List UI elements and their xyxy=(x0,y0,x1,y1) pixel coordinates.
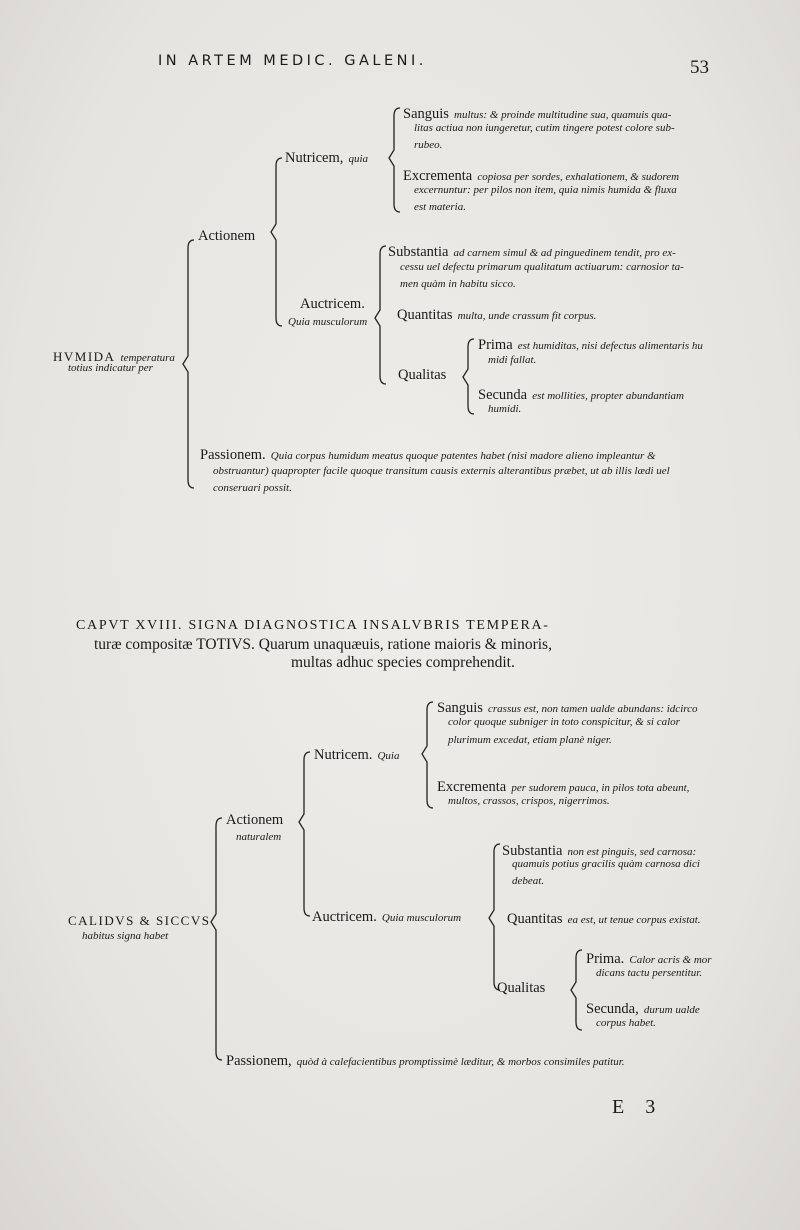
excrementa2-l1: per sudorem pauca, in pilos tota abeunt, xyxy=(511,782,690,794)
quantitas2-head: Quantitas xyxy=(507,911,563,927)
brace-root-1 xyxy=(183,240,194,488)
brace-auctricem-2 xyxy=(489,844,500,990)
brace-auctricem-1 xyxy=(375,246,386,384)
prima-head: Prima xyxy=(478,337,513,353)
sanguis-l2: litas actiua non iungeretur, cutim tingere potest colore sub- xyxy=(414,122,675,134)
sanguis2-l3: plurimum excedat, etiam planè niger. xyxy=(448,734,612,746)
prima2-l2: dicans tactu persentitur. xyxy=(596,967,703,979)
prima-l1: est humiditas, nisi defectus alimentaris hu xyxy=(517,340,703,352)
substantia-1 xyxy=(388,241,676,261)
signature-mark: E 3 xyxy=(612,1096,664,1118)
sanguis-l3: rubeo. xyxy=(414,139,443,151)
substantia2-head: Substantia xyxy=(502,843,563,859)
qualitas-2: Qualitas xyxy=(497,980,546,996)
passionem-l3: conseruari possit. xyxy=(213,482,292,494)
substantia2-l3: debeat. xyxy=(512,875,545,887)
secunda-l2: humidi. xyxy=(488,403,522,415)
passionem2-l1: quòd à calefacientibus promptissimè læditur, & morbos consimiles patitur. xyxy=(296,1056,625,1068)
sanguis-l1: multus: & proinde multitudine sua, quamuis qua- xyxy=(454,109,672,121)
secunda-head: Secunda xyxy=(478,387,528,403)
brace-nutricem-1 xyxy=(389,108,400,212)
auctricem-2 xyxy=(312,906,461,926)
excrementa2-head: Excrementa xyxy=(437,779,507,795)
sanguis2-head: Sanguis xyxy=(437,700,483,716)
prima2-l1: Calor acris & mor xyxy=(629,954,712,966)
brace-qualitas-1 xyxy=(463,339,474,414)
brace-qualitas-2 xyxy=(571,950,582,1030)
sanguis2-l2: color quoque subniger in toto conspicitur, & si calor xyxy=(448,716,680,728)
substantia-l3: men quàm in habitu sicco. xyxy=(400,278,516,290)
excrementa-l3: est materia. xyxy=(414,201,466,213)
chapter-heading-line3: multas adhuc species comprehendit. xyxy=(291,654,515,671)
root-rest: temperatura xyxy=(120,352,175,364)
substantia-head: Substantia xyxy=(388,244,449,260)
passionem-l1: Quia corpus humidum meatus quoque patentes habet (nisi madore alieno impleantur & xyxy=(270,450,656,462)
actionem-sub-2: naturalem xyxy=(236,831,282,843)
passionem2-head: Passionem, xyxy=(226,1053,292,1069)
passionem-2 xyxy=(226,1050,625,1070)
prima-2 xyxy=(586,948,712,968)
prima-l2: midi fallat. xyxy=(488,354,537,366)
brace-root-2 xyxy=(211,818,222,1060)
secunda-l1: est mollities, propter abundantiam xyxy=(532,390,684,402)
prima2-head: Prima. xyxy=(586,951,625,967)
quantitas-1 xyxy=(397,304,596,324)
secunda-1 xyxy=(478,384,684,404)
excrementa-1 xyxy=(403,165,679,185)
passionem-l2: obstruantur) quapropter facile quoque transitum causis externis alterantibus præbet, ut ab illis lædi uel xyxy=(213,465,670,477)
passionem-head: Passionem. xyxy=(200,447,266,463)
nutricem2-quia: Quia xyxy=(377,750,400,762)
nutricem-2 xyxy=(314,744,399,764)
quantitas2-l1: ea est, ut tenue corpus existat. xyxy=(567,914,701,926)
excrementa2-l2: multos, crassos, crispos, nigerrimos. xyxy=(448,795,610,807)
excrementa-head: Excrementa xyxy=(403,168,473,184)
sanguis-1 xyxy=(403,103,671,123)
root-label: HVMIDA xyxy=(53,349,116,364)
chapter-heading-line2: turæ compositæ TOTIVS. Quarum unaquæuis, ratione maioris & minoris, xyxy=(94,636,552,653)
substantia-l1: ad carnem simul & ad pinguedinem tendit, pro ex- xyxy=(453,247,676,259)
prima-1 xyxy=(478,334,703,354)
secunda2-head: Secunda, xyxy=(586,1001,639,1017)
nutricem2-label: Nutricem. xyxy=(314,747,373,763)
quantitas-2 xyxy=(507,908,701,928)
quantitas-l1: multa, unde crassum fit corpus. xyxy=(457,310,597,322)
passionem-1 xyxy=(200,444,656,464)
excrementa-2 xyxy=(437,776,689,796)
actionem-2: Actionem xyxy=(226,812,284,828)
auctricem2-label: Auctricem. xyxy=(312,909,377,925)
chapter-heading-line1: CAPVT XVIII. SIGNA DIAGNOSTICA INSALVBRIS TEMPERA- xyxy=(76,618,550,633)
auctricem-1: Auctricem. xyxy=(300,296,365,312)
actionem-1: Actionem xyxy=(198,228,256,244)
sanguis-head: Sanguis xyxy=(403,106,449,122)
nutricem-quia: quia xyxy=(348,153,369,165)
substantia-2 xyxy=(502,840,696,860)
substantia2-l2: quamuis potius gracilis quàm carnosa dici xyxy=(512,858,700,870)
substantia2-l1: non est pinguis, sed carnosa: xyxy=(567,846,697,858)
nutricem-label: Nutricem, xyxy=(285,150,344,166)
excrementa-l1: copiosa per sordes, exhalationem, & sudorem xyxy=(477,171,680,183)
brace-nutricem-2 xyxy=(422,702,433,808)
qualitas-1: Qualitas xyxy=(398,367,447,383)
quantitas-head: Quantitas xyxy=(397,307,453,323)
sanguis2-l1: crassus est, non tamen ualde abundans: idcirco xyxy=(488,703,698,715)
brace-actionem-2 xyxy=(299,752,310,916)
running-head: IN ARTEM MEDIC. GALENI. xyxy=(158,53,427,69)
excrementa-l2: excernuntur: per pilos non item, quia nimis humida & fluxa xyxy=(414,184,677,196)
root-calidus: CALIDVS & SICCVS xyxy=(68,913,211,928)
root-line2: totius indicatur per xyxy=(68,362,153,374)
secunda2-l1: durum ualde xyxy=(643,1004,700,1016)
nutricem-1 xyxy=(285,147,368,167)
substantia-l2: cessu uel defectu primarum qualitatum actiuarum: carnosior ta- xyxy=(400,261,684,273)
root2-line2: habitus signa habet xyxy=(82,930,169,942)
secunda-2 xyxy=(586,998,700,1018)
page-number: 53 xyxy=(690,57,709,78)
auctricem-sub-1: Quia musculorum xyxy=(288,316,368,328)
brace-actionem-1 xyxy=(271,158,282,326)
secunda2-l2: corpus habet. xyxy=(596,1017,656,1029)
sanguis-2 xyxy=(437,697,698,717)
auctricem2-sub: Quia musculorum xyxy=(381,912,462,924)
